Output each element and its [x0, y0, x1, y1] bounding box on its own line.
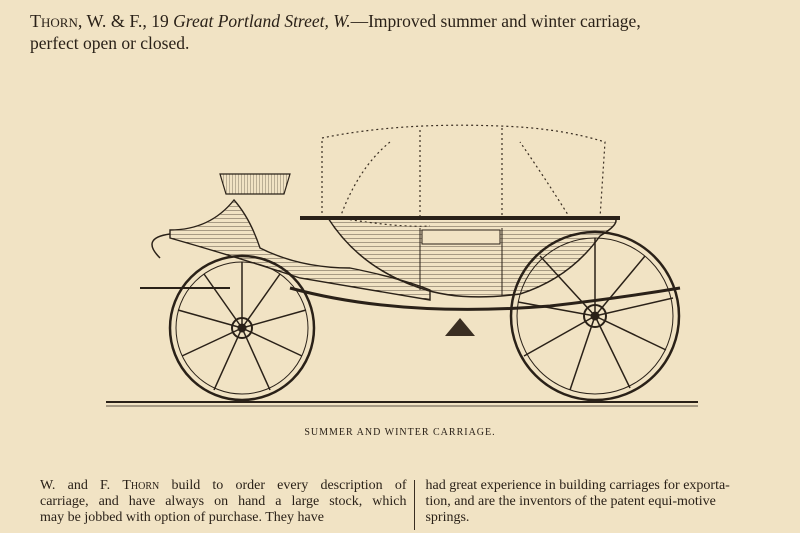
carriage-engraving: [100, 118, 720, 410]
right-line-1: had great experience in building carriages for exporta-: [425, 478, 730, 493]
street-number: 19: [151, 11, 169, 31]
description-columns: [40, 478, 780, 533]
street-name: Great Portland Street, W.: [173, 11, 351, 31]
left-column: [40, 478, 414, 533]
illustration-caption: SUMMER AND WINTER CARRIAGE.: [304, 427, 496, 438]
rear-wheel: [511, 232, 679, 400]
description-line-1: Improved summer and winter carriage,: [368, 11, 641, 31]
heading-dash: —: [350, 11, 369, 31]
right-line-2: tion, and are the inventors of the patent equi-motive: [425, 494, 716, 509]
right-line-3: springs.: [425, 510, 470, 525]
left-line-2: carriage, and have always on hand a large stock, which: [40, 494, 407, 509]
hood-outline: [322, 125, 605, 226]
left-line-1: W. and F. Thorn build to order every description of: [40, 478, 407, 493]
description-line-2: perfect open or closed.: [30, 33, 190, 53]
firm-name: Thorn, W. & F.,: [30, 11, 147, 31]
right-column: [415, 478, 780, 533]
left-line-3: may be jobbed with option of purchase. They have: [40, 510, 324, 525]
entry-heading: [30, 10, 780, 54]
front-wheel: [170, 256, 314, 400]
